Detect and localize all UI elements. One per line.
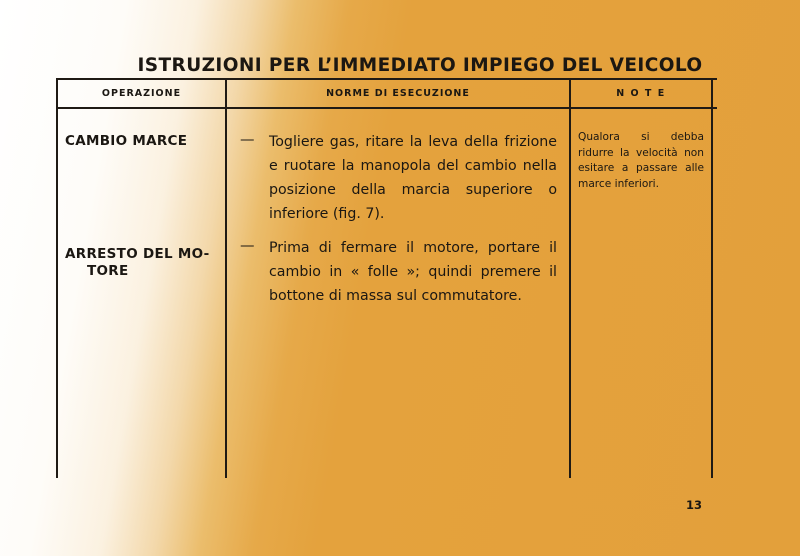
norm-text-cambio-marce: Togliere gas, ritare la leva della frizione e ruotare la manopola del cambio nella posizione della marcia superiore o inferiore (fig. 7).: [269, 134, 557, 222]
table-left-border: [56, 78, 58, 478]
page-number: 13: [686, 498, 703, 512]
norm-dash: —: [240, 238, 255, 254]
norm-text-arresto-motore: Prima di fermare il motore, portare il cambio in « folle »; quindi premere il bottone di massa sul commutatore.: [269, 240, 557, 304]
table-top-rule: [56, 78, 717, 80]
column-header-note: N O T E: [616, 88, 666, 99]
column-header-norme: NORME DI ESECUZIONE: [326, 88, 470, 99]
column-divider-operazione: [225, 78, 227, 478]
header-bottom-rule: [56, 107, 717, 109]
column-header-operazione: OPERAZIONE: [101, 88, 182, 99]
operation-label-arresto-line2: TORE: [87, 263, 129, 279]
operation-label-arresto-line1: ARRESTO DEL MO-: [65, 246, 210, 262]
table-right-border: [711, 78, 713, 478]
page-title: ISTRUZIONI PER L’IMMEDIATO IMPIEGO DEL VEICOLO: [137, 55, 703, 76]
norm-dash: —: [240, 132, 255, 148]
note-text-cambio-marce: Qualora si debba ridurre la velocità non esitare a passare alle marce inferiori.: [578, 131, 704, 190]
column-divider-norme: [569, 78, 571, 478]
operation-label-cambio-marce: CAMBIO MARCE: [65, 133, 188, 149]
